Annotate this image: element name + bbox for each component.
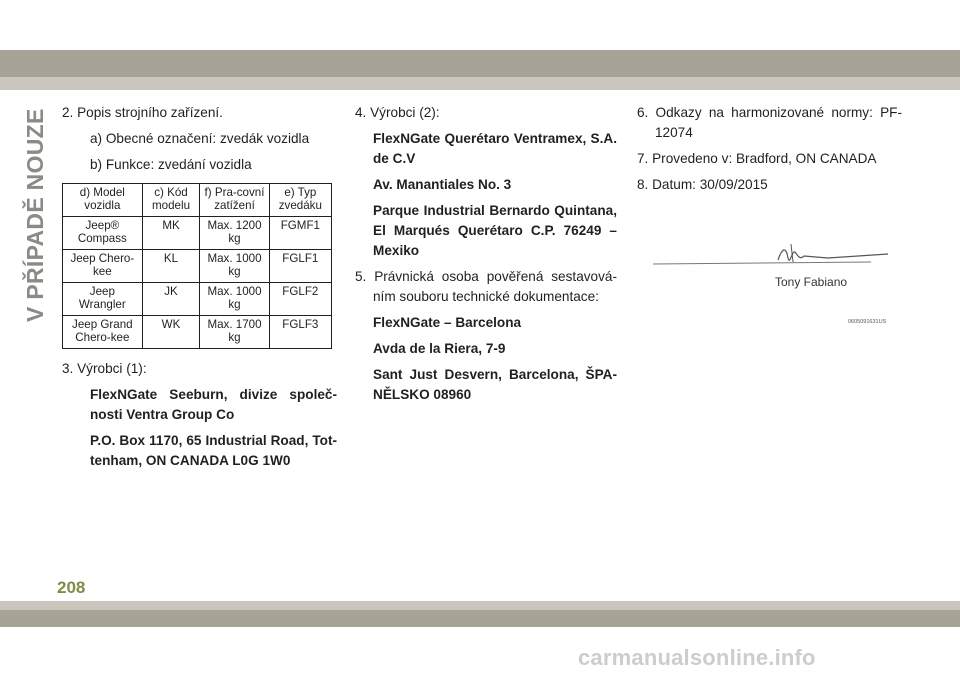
table-row [63, 217, 332, 250]
item-7: 7. Provedeno v: Bradford, ON CANADA [637, 151, 877, 166]
item-3-address: P.O. Box 1170, 65 Industrial Road, Tot-tenham, ON CANADA L0G 1W0 [90, 433, 337, 468]
table-cell: Jeep® Compass [63, 217, 143, 250]
item-5: 5. Právnická osoba pověřená sestavová-ním souboru technické dokumentace: [355, 269, 617, 304]
site-watermark: carmanualsonline.info [578, 645, 816, 670]
item-4-industrial-park: Parque Industrial Bernardo Quintana, El Marqués Querétaro C.P. 76249 – Mexiko [373, 203, 617, 258]
table-row [63, 250, 332, 283]
table-cell: Max. 1000 kg [200, 250, 269, 283]
item-4-manufacturer: FlexNGate Querétaro Ventramex, S.A. de C.V [373, 131, 617, 166]
table-cell: FGLF2 [269, 283, 331, 316]
signature-image [648, 238, 898, 328]
page-number: 208 [57, 578, 86, 597]
item-2b: b) Funkce: zvedání vozidla [90, 157, 252, 172]
column-middle [355, 103, 617, 411]
item-4-street: Av. Manantiales No. 3 [373, 177, 512, 192]
table-header-cell: f) Pra-covní zatížení [200, 184, 269, 217]
table-cell: Jeep Chero-kee [63, 250, 143, 283]
table-cell: KL [142, 250, 200, 283]
table-header-cell: c) Kód modelu [142, 184, 200, 217]
item-6: 6. Odkazy na harmonizované normy: PF-12074 [637, 105, 902, 140]
table-cell: FGLF3 [269, 316, 331, 349]
table-row [63, 283, 332, 316]
table-cell: Jeep Wrangler [63, 283, 143, 316]
header-stripe [0, 77, 960, 90]
table-cell: FGMF1 [269, 217, 331, 250]
item-5-entity: FlexNGate – Barcelona [373, 315, 522, 330]
section-side-title: V PŘÍPADĚ NOUZE [22, 108, 48, 322]
signatory-name: Tony Fabiano [775, 275, 848, 289]
table-header-row [63, 184, 332, 217]
header-band [0, 50, 960, 77]
table-header-cell: d) Model vozidla [63, 184, 143, 217]
column-left [62, 103, 337, 477]
table-cell: Max. 1700 kg [200, 316, 269, 349]
table-cell: Max. 1000 kg [200, 283, 269, 316]
column-right [637, 103, 902, 201]
figure-code: 0605091631US [848, 319, 887, 325]
item-3: 3. Výrobci (1): [62, 361, 147, 376]
table-cell: JK [142, 283, 200, 316]
item-4: 4. Výrobci (2): [355, 105, 440, 120]
item-2: 2. Popis strojního zařízení. [62, 105, 223, 120]
table-cell: Max. 1200 kg [200, 217, 269, 250]
item-8: 8. Datum: 30/09/2015 [637, 177, 768, 192]
jack-spec-table [62, 183, 332, 349]
item-3-manufacturer: FlexNGate Seeburn, divize společ-nosti Ventra Group Co [90, 387, 337, 422]
table-cell: FGLF1 [269, 250, 331, 283]
table-cell: MK [142, 217, 200, 250]
table-row [63, 316, 332, 349]
item-5-city: Sant Just Desvern, Barcelona, ŠPA-NĚLSKO 08960 [373, 367, 617, 402]
table-cell: WK [142, 316, 200, 349]
table-cell: Jeep Grand Chero-kee [63, 316, 143, 349]
item-5-street: Avda de la Riera, 7-9 [373, 341, 506, 356]
item-2a: a) Obecné označení: zvedák vozidla [90, 131, 310, 146]
footer-stripe [0, 601, 960, 610]
footer-band [0, 610, 960, 627]
table-header-cell: e) Typ zvedáku [269, 184, 331, 217]
